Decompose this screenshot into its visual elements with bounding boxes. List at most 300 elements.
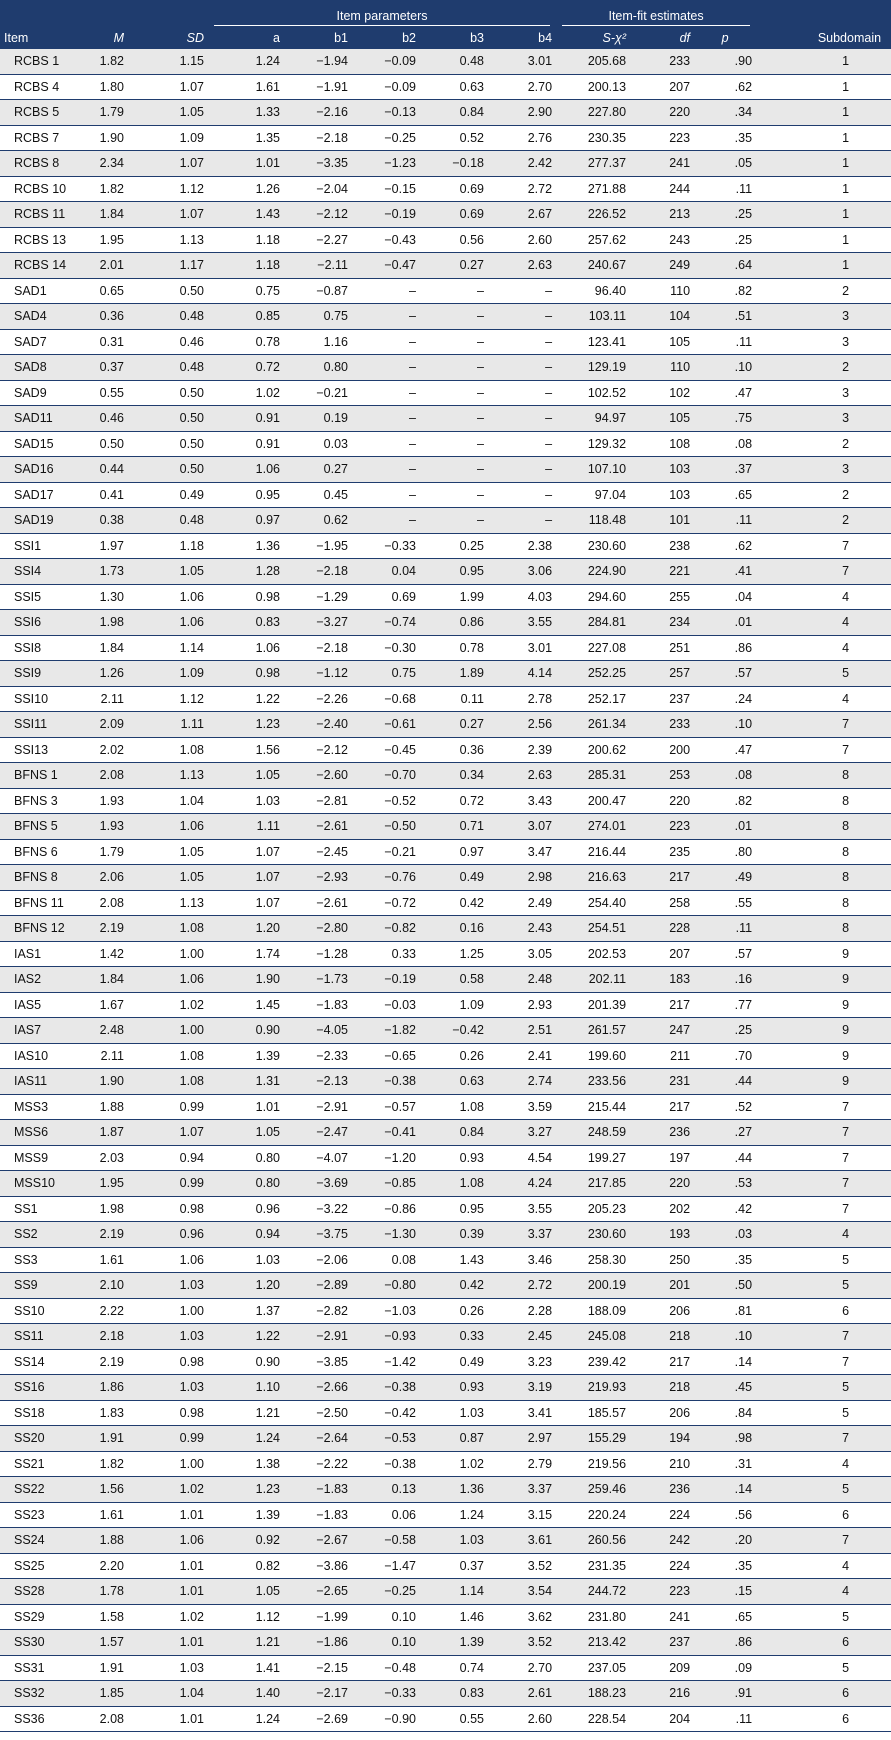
cell-sd: 1.05 bbox=[128, 100, 208, 126]
cell-b3: 0.48 bbox=[420, 49, 488, 74]
cell-df: 223 bbox=[630, 814, 694, 840]
cell-df: 206 bbox=[630, 1400, 694, 1426]
table-row bbox=[0, 125, 891, 151]
cell-b1: −2.81 bbox=[284, 788, 352, 814]
cell-subdomain: 5 bbox=[756, 1273, 891, 1299]
cell-a: 0.94 bbox=[208, 1222, 284, 1248]
cell-sd: 0.96 bbox=[128, 1222, 208, 1248]
cell-p: .80 bbox=[694, 839, 756, 865]
cell-a: 0.92 bbox=[208, 1528, 284, 1554]
cell-b2: −0.19 bbox=[352, 967, 420, 993]
table-row bbox=[0, 457, 891, 483]
cell-b4: 3.54 bbox=[488, 1579, 556, 1605]
cell-df: 257 bbox=[630, 661, 694, 687]
table-row bbox=[0, 1196, 891, 1222]
cell-sd: 1.11 bbox=[128, 712, 208, 738]
cell-df: 231 bbox=[630, 1069, 694, 1095]
cell-item: SAD8 bbox=[0, 355, 82, 381]
cell-item: IAS5 bbox=[0, 992, 82, 1018]
table-row bbox=[0, 253, 891, 279]
cell-m: 0.55 bbox=[82, 380, 128, 406]
group-label-item-parameters: Item parameters bbox=[214, 9, 550, 26]
cell-m: 2.19 bbox=[82, 1222, 128, 1248]
cell-a: 1.20 bbox=[208, 1273, 284, 1299]
table-row bbox=[0, 661, 891, 687]
cell-sd: 1.00 bbox=[128, 941, 208, 967]
table-row bbox=[0, 100, 891, 126]
cell-s-chi2: 245.08 bbox=[556, 1324, 630, 1350]
cell-a: 1.07 bbox=[208, 865, 284, 891]
cell-a: 1.23 bbox=[208, 1477, 284, 1503]
cell-b4: 3.52 bbox=[488, 1630, 556, 1656]
cell-subdomain: 7 bbox=[756, 1171, 891, 1197]
cell-b4: 3.05 bbox=[488, 941, 556, 967]
cell-b4: 3.01 bbox=[488, 49, 556, 74]
cell-subdomain: 8 bbox=[756, 839, 891, 865]
cell-a: 1.22 bbox=[208, 686, 284, 712]
table-row bbox=[0, 533, 891, 559]
cell-b3: – bbox=[420, 355, 488, 381]
cell-b3: – bbox=[420, 508, 488, 534]
cell-b4: 2.63 bbox=[488, 763, 556, 789]
cell-m: 2.03 bbox=[82, 1145, 128, 1171]
cell-a: 0.91 bbox=[208, 406, 284, 432]
cell-a: 1.41 bbox=[208, 1655, 284, 1681]
table-row bbox=[0, 1069, 891, 1095]
cell-subdomain: 4 bbox=[756, 1553, 891, 1579]
table-row bbox=[0, 355, 891, 381]
table-row bbox=[0, 992, 891, 1018]
table-row bbox=[0, 1528, 891, 1554]
cell-df: 237 bbox=[630, 686, 694, 712]
cell-df: 209 bbox=[630, 1655, 694, 1681]
cell-sd: 0.99 bbox=[128, 1094, 208, 1120]
cell-sd: 1.02 bbox=[128, 1604, 208, 1630]
cell-a: 0.90 bbox=[208, 1349, 284, 1375]
cell-m: 0.37 bbox=[82, 355, 128, 381]
cell-m: 2.34 bbox=[82, 151, 128, 177]
cell-s-chi2: 224.90 bbox=[556, 559, 630, 585]
cell-m: 2.08 bbox=[82, 763, 128, 789]
cell-p: .10 bbox=[694, 355, 756, 381]
table-row bbox=[0, 1655, 891, 1681]
cell-b2: −0.58 bbox=[352, 1528, 420, 1554]
cell-df: 224 bbox=[630, 1553, 694, 1579]
cell-b2: −0.15 bbox=[352, 176, 420, 202]
cell-b1: −2.69 bbox=[284, 1706, 352, 1732]
cell-p: .56 bbox=[694, 1502, 756, 1528]
cell-b4: 2.72 bbox=[488, 1273, 556, 1299]
cell-b3: 1.02 bbox=[420, 1451, 488, 1477]
cell-a: 1.02 bbox=[208, 380, 284, 406]
cell-s-chi2: 201.39 bbox=[556, 992, 630, 1018]
cell-df: 243 bbox=[630, 227, 694, 253]
cell-p: .77 bbox=[694, 992, 756, 1018]
cell-b1: −3.69 bbox=[284, 1171, 352, 1197]
cell-subdomain: 5 bbox=[756, 661, 891, 687]
cell-b2: −1.23 bbox=[352, 151, 420, 177]
cell-a: 1.18 bbox=[208, 253, 284, 279]
cell-sd: 1.09 bbox=[128, 125, 208, 151]
cell-df: 251 bbox=[630, 635, 694, 661]
cell-m: 1.98 bbox=[82, 610, 128, 636]
cell-a: 1.21 bbox=[208, 1630, 284, 1656]
cell-sd: 0.50 bbox=[128, 278, 208, 304]
cell-item: SS24 bbox=[0, 1528, 82, 1554]
cell-p: .41 bbox=[694, 559, 756, 585]
cell-subdomain: 7 bbox=[756, 1145, 891, 1171]
cell-sd: 1.00 bbox=[128, 1451, 208, 1477]
cell-df: 242 bbox=[630, 1528, 694, 1554]
cell-b1: −2.82 bbox=[284, 1298, 352, 1324]
cell-subdomain: 5 bbox=[756, 1400, 891, 1426]
cell-df: 101 bbox=[630, 508, 694, 534]
cell-b1: −2.27 bbox=[284, 227, 352, 253]
cell-b3: 1.36 bbox=[420, 1477, 488, 1503]
cell-b1: −1.94 bbox=[284, 49, 352, 74]
cell-b2: – bbox=[352, 431, 420, 457]
cell-b3: 0.27 bbox=[420, 253, 488, 279]
table-row bbox=[0, 1375, 891, 1401]
table-row bbox=[0, 227, 891, 253]
cell-b4: 2.70 bbox=[488, 1655, 556, 1681]
cell-df: 241 bbox=[630, 151, 694, 177]
cell-s-chi2: 200.47 bbox=[556, 788, 630, 814]
cell-df: 110 bbox=[630, 278, 694, 304]
cell-b3: 0.36 bbox=[420, 737, 488, 763]
cell-p: .62 bbox=[694, 533, 756, 559]
cell-b1: −2.12 bbox=[284, 737, 352, 763]
cell-sd: 1.01 bbox=[128, 1553, 208, 1579]
cell-df: 193 bbox=[630, 1222, 694, 1248]
cell-b1: −2.11 bbox=[284, 253, 352, 279]
cell-b2: −0.53 bbox=[352, 1426, 420, 1452]
cell-df: 255 bbox=[630, 584, 694, 610]
cell-p: .42 bbox=[694, 1196, 756, 1222]
cell-b1: −2.16 bbox=[284, 100, 352, 126]
table-row bbox=[0, 584, 891, 610]
cell-s-chi2: 227.80 bbox=[556, 100, 630, 126]
table-row bbox=[0, 1400, 891, 1426]
cell-b3: 1.43 bbox=[420, 1247, 488, 1273]
cell-b2: −0.74 bbox=[352, 610, 420, 636]
cell-subdomain: 7 bbox=[756, 1324, 891, 1350]
table-row bbox=[0, 1502, 891, 1528]
cell-b2: 0.04 bbox=[352, 559, 420, 585]
cell-s-chi2: 237.05 bbox=[556, 1655, 630, 1681]
cell-b3: 0.69 bbox=[420, 176, 488, 202]
cell-p: .16 bbox=[694, 967, 756, 993]
cell-b2: −0.65 bbox=[352, 1043, 420, 1069]
cell-subdomain: 7 bbox=[756, 1094, 891, 1120]
cell-b2: −1.30 bbox=[352, 1222, 420, 1248]
table-row bbox=[0, 1273, 891, 1299]
cell-m: 1.84 bbox=[82, 635, 128, 661]
cell-b4: 3.43 bbox=[488, 788, 556, 814]
cell-b3: 1.14 bbox=[420, 1579, 488, 1605]
cell-s-chi2: 284.81 bbox=[556, 610, 630, 636]
cell-a: 1.05 bbox=[208, 1120, 284, 1146]
table-row bbox=[0, 763, 891, 789]
cell-b4: 3.37 bbox=[488, 1477, 556, 1503]
cell-p: .11 bbox=[694, 1706, 756, 1732]
cell-a: 1.37 bbox=[208, 1298, 284, 1324]
cell-b4: – bbox=[488, 482, 556, 508]
table-row bbox=[0, 839, 891, 865]
cell-df: 237 bbox=[630, 1630, 694, 1656]
cell-p: .15 bbox=[694, 1579, 756, 1605]
cell-b4: 2.97 bbox=[488, 1426, 556, 1452]
cell-subdomain: 2 bbox=[756, 482, 891, 508]
cell-item: RCBS 14 bbox=[0, 253, 82, 279]
cell-m: 1.82 bbox=[82, 49, 128, 74]
cell-sd: 0.98 bbox=[128, 1196, 208, 1222]
cell-m: 1.93 bbox=[82, 788, 128, 814]
cell-df: 234 bbox=[630, 610, 694, 636]
cell-b4: 2.43 bbox=[488, 916, 556, 942]
col-header-m: M bbox=[82, 26, 128, 49]
table-row bbox=[0, 1451, 891, 1477]
col-header-item: Item bbox=[0, 26, 82, 49]
cell-b4: 3.41 bbox=[488, 1400, 556, 1426]
cell-subdomain: 8 bbox=[756, 788, 891, 814]
cell-b3: 0.95 bbox=[420, 1196, 488, 1222]
cell-b2: −0.76 bbox=[352, 865, 420, 891]
cell-sd: 1.01 bbox=[128, 1579, 208, 1605]
cell-subdomain: 1 bbox=[756, 151, 891, 177]
cell-p: .10 bbox=[694, 712, 756, 738]
cell-p: .44 bbox=[694, 1069, 756, 1095]
cell-b3: 0.25 bbox=[420, 533, 488, 559]
table-row bbox=[0, 788, 891, 814]
cell-df: 207 bbox=[630, 74, 694, 100]
cell-a: 1.01 bbox=[208, 1094, 284, 1120]
cell-a: 1.35 bbox=[208, 125, 284, 151]
cell-b2: 0.08 bbox=[352, 1247, 420, 1273]
cell-a: 1.03 bbox=[208, 1247, 284, 1273]
cell-b4: 2.28 bbox=[488, 1298, 556, 1324]
table-row bbox=[0, 508, 891, 534]
cell-p: .35 bbox=[694, 1247, 756, 1273]
cell-s-chi2: 252.17 bbox=[556, 686, 630, 712]
cell-item: BFNS 11 bbox=[0, 890, 82, 916]
cell-a: 0.75 bbox=[208, 278, 284, 304]
table-row bbox=[0, 559, 891, 585]
cell-b2: −0.90 bbox=[352, 1706, 420, 1732]
cell-m: 2.10 bbox=[82, 1273, 128, 1299]
cell-sd: 0.50 bbox=[128, 380, 208, 406]
cell-b3: −0.42 bbox=[420, 1018, 488, 1044]
cell-p: .01 bbox=[694, 814, 756, 840]
table-row bbox=[0, 406, 891, 432]
cell-item: SS36 bbox=[0, 1706, 82, 1732]
cell-b1: −2.13 bbox=[284, 1069, 352, 1095]
cell-b2: −0.47 bbox=[352, 253, 420, 279]
cell-b2: −0.86 bbox=[352, 1196, 420, 1222]
cell-b3: 0.37 bbox=[420, 1553, 488, 1579]
header-columns-row bbox=[0, 26, 891, 49]
cell-p: .25 bbox=[694, 1018, 756, 1044]
cell-a: 1.39 bbox=[208, 1502, 284, 1528]
cell-b3: – bbox=[420, 457, 488, 483]
cell-df: 217 bbox=[630, 992, 694, 1018]
cell-b1: −1.28 bbox=[284, 941, 352, 967]
cell-b1: −3.22 bbox=[284, 1196, 352, 1222]
cell-m: 2.22 bbox=[82, 1298, 128, 1324]
cell-sd: 1.17 bbox=[128, 253, 208, 279]
table-row bbox=[0, 1604, 891, 1630]
cell-p: .31 bbox=[694, 1451, 756, 1477]
cell-sd: 1.07 bbox=[128, 202, 208, 228]
cell-b3: 0.16 bbox=[420, 916, 488, 942]
cell-p: .47 bbox=[694, 737, 756, 763]
cell-subdomain: 7 bbox=[756, 1426, 891, 1452]
cell-a: 1.07 bbox=[208, 839, 284, 865]
cell-item: SS29 bbox=[0, 1604, 82, 1630]
col-header-b2: b2 bbox=[352, 26, 420, 49]
table-body bbox=[0, 49, 891, 1732]
cell-b1: −2.45 bbox=[284, 839, 352, 865]
cell-df: 236 bbox=[630, 1120, 694, 1146]
cell-a: 0.98 bbox=[208, 661, 284, 687]
cell-b2: – bbox=[352, 304, 420, 330]
cell-b4: 3.55 bbox=[488, 1196, 556, 1222]
cell-b1: −1.29 bbox=[284, 584, 352, 610]
cell-p: .01 bbox=[694, 610, 756, 636]
cell-b2: −0.03 bbox=[352, 992, 420, 1018]
cell-subdomain: 4 bbox=[756, 610, 891, 636]
cell-sd: 1.06 bbox=[128, 814, 208, 840]
cell-item: SAD4 bbox=[0, 304, 82, 330]
cell-b2: – bbox=[352, 355, 420, 381]
cell-b4: 2.76 bbox=[488, 125, 556, 151]
cell-b2: −0.61 bbox=[352, 712, 420, 738]
cell-sd: 1.07 bbox=[128, 1120, 208, 1146]
cell-b1: −1.86 bbox=[284, 1630, 352, 1656]
cell-subdomain: 4 bbox=[756, 584, 891, 610]
cell-sd: 1.03 bbox=[128, 1324, 208, 1350]
cell-b3: 0.42 bbox=[420, 890, 488, 916]
cell-s-chi2: 216.63 bbox=[556, 865, 630, 891]
cell-b1: −1.83 bbox=[284, 1477, 352, 1503]
cell-b3: 1.09 bbox=[420, 992, 488, 1018]
cell-m: 2.20 bbox=[82, 1553, 128, 1579]
cell-b2: −0.13 bbox=[352, 100, 420, 126]
cell-p: .25 bbox=[694, 227, 756, 253]
cell-s-chi2: 205.23 bbox=[556, 1196, 630, 1222]
cell-b2: −0.09 bbox=[352, 49, 420, 74]
table-row bbox=[0, 1222, 891, 1248]
table-row bbox=[0, 967, 891, 993]
cell-df: 204 bbox=[630, 1706, 694, 1732]
cell-item: SAD15 bbox=[0, 431, 82, 457]
cell-a: 1.07 bbox=[208, 890, 284, 916]
cell-item: RCBS 13 bbox=[0, 227, 82, 253]
cell-s-chi2: 199.60 bbox=[556, 1043, 630, 1069]
cell-b3: 0.49 bbox=[420, 865, 488, 891]
cell-m: 1.58 bbox=[82, 1604, 128, 1630]
cell-subdomain: 6 bbox=[756, 1706, 891, 1732]
cell-m: 1.98 bbox=[82, 1196, 128, 1222]
cell-sd: 1.00 bbox=[128, 1298, 208, 1324]
cell-b4: 2.98 bbox=[488, 865, 556, 891]
cell-item: IAS11 bbox=[0, 1069, 82, 1095]
cell-b3: 0.58 bbox=[420, 967, 488, 993]
cell-sd: 1.01 bbox=[128, 1502, 208, 1528]
cell-subdomain: 7 bbox=[756, 712, 891, 738]
cell-b4: – bbox=[488, 406, 556, 432]
cell-b3: 0.33 bbox=[420, 1324, 488, 1350]
cell-b4: 2.74 bbox=[488, 1069, 556, 1095]
cell-s-chi2: 103.11 bbox=[556, 304, 630, 330]
cell-b4: – bbox=[488, 355, 556, 381]
cell-b1: 0.19 bbox=[284, 406, 352, 432]
cell-m: 2.06 bbox=[82, 865, 128, 891]
cell-b2: −0.19 bbox=[352, 202, 420, 228]
cell-s-chi2: 230.35 bbox=[556, 125, 630, 151]
cell-b1: −3.86 bbox=[284, 1553, 352, 1579]
cell-b3: 1.25 bbox=[420, 941, 488, 967]
cell-subdomain: 8 bbox=[756, 916, 891, 942]
cell-a: 1.38 bbox=[208, 1451, 284, 1477]
cell-b4: 3.15 bbox=[488, 1502, 556, 1528]
cell-p: .37 bbox=[694, 457, 756, 483]
cell-p: .86 bbox=[694, 1630, 756, 1656]
cell-b2: −0.50 bbox=[352, 814, 420, 840]
cell-m: 1.97 bbox=[82, 533, 128, 559]
cell-m: 1.82 bbox=[82, 176, 128, 202]
cell-p: .62 bbox=[694, 74, 756, 100]
cell-b1: −2.17 bbox=[284, 1681, 352, 1707]
cell-b2: −0.38 bbox=[352, 1375, 420, 1401]
table-row bbox=[0, 1553, 891, 1579]
cell-b3: 0.63 bbox=[420, 74, 488, 100]
cell-subdomain: 6 bbox=[756, 1298, 891, 1324]
cell-m: 1.95 bbox=[82, 1171, 128, 1197]
cell-s-chi2: 230.60 bbox=[556, 533, 630, 559]
cell-b2: −1.20 bbox=[352, 1145, 420, 1171]
cell-s-chi2: 271.88 bbox=[556, 176, 630, 202]
cell-m: 2.02 bbox=[82, 737, 128, 763]
cell-m: 1.73 bbox=[82, 559, 128, 585]
cell-b1: −2.06 bbox=[284, 1247, 352, 1273]
cell-p: .84 bbox=[694, 1400, 756, 1426]
cell-a: 0.72 bbox=[208, 355, 284, 381]
cell-item: SS14 bbox=[0, 1349, 82, 1375]
cell-b1: −2.22 bbox=[284, 1451, 352, 1477]
table-row bbox=[0, 151, 891, 177]
table-row bbox=[0, 1349, 891, 1375]
cell-sd: 1.05 bbox=[128, 559, 208, 585]
cell-df: 233 bbox=[630, 712, 694, 738]
cell-m: 2.19 bbox=[82, 916, 128, 942]
cell-b3: 0.78 bbox=[420, 635, 488, 661]
cell-sd: 1.13 bbox=[128, 763, 208, 789]
table-row bbox=[0, 1043, 891, 1069]
table-header bbox=[0, 0, 891, 49]
table-row bbox=[0, 380, 891, 406]
cell-b3: 1.08 bbox=[420, 1094, 488, 1120]
col-header-subdomain: Subdomain bbox=[756, 26, 891, 49]
cell-p: .05 bbox=[694, 151, 756, 177]
cell-m: 0.36 bbox=[82, 304, 128, 330]
cell-item: SS11 bbox=[0, 1324, 82, 1350]
cell-m: 1.57 bbox=[82, 1630, 128, 1656]
cell-df: 104 bbox=[630, 304, 694, 330]
cell-df: 207 bbox=[630, 941, 694, 967]
cell-s-chi2: 216.44 bbox=[556, 839, 630, 865]
cell-p: .08 bbox=[694, 431, 756, 457]
